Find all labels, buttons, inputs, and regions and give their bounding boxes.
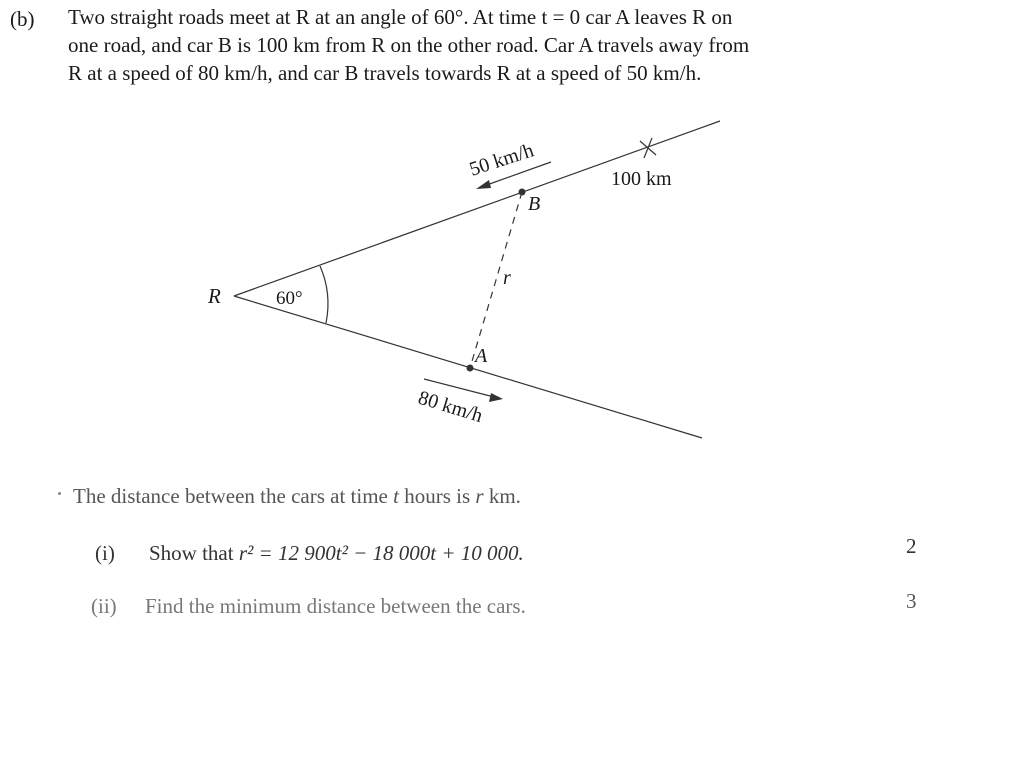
label-speed-b: 50 km/h xyxy=(466,139,537,181)
distance-line-r xyxy=(470,192,522,368)
label-speed-a: 80 km/h xyxy=(415,386,486,428)
car-b-dot xyxy=(519,189,526,196)
label-angle: 60° xyxy=(276,288,303,309)
label-r-point: R xyxy=(208,284,221,308)
label-b: B xyxy=(528,193,541,215)
intro-line-1: Two straight roads meet at R at an angle of 60°. At time t = 0 car A leaves R on xyxy=(68,5,733,29)
car-a-dot xyxy=(467,365,474,372)
label-distance-b: 100 km xyxy=(611,168,672,190)
question-part-ii xyxy=(91,594,526,619)
intro-line-3: R at a speed of 80 km/h, and car B travels towards R at a speed of 50 km/h. xyxy=(68,61,702,85)
stem-text-a: The distance between the cars at time xyxy=(73,484,394,508)
question-stem xyxy=(73,484,521,509)
stray-dot xyxy=(58,492,61,495)
marks-part-i: 2 xyxy=(906,534,917,558)
stem-var-r: r xyxy=(475,484,484,508)
stem-var-t: t xyxy=(393,484,399,508)
part-i-number: (i) xyxy=(95,541,115,565)
marks-part-ii: 3 xyxy=(906,589,917,613)
part-i-formula: r² = 12 900t² − 18 000t + 10 000. xyxy=(238,541,524,565)
question-part-i xyxy=(95,541,524,566)
part-label: (b) xyxy=(10,7,35,31)
arrow-b-head-icon xyxy=(476,180,491,189)
stem-text-c: km. xyxy=(483,484,521,508)
stem-text-b: hours is xyxy=(398,484,476,508)
part-ii-number: (ii) xyxy=(91,594,117,618)
arrow-a-head-icon xyxy=(489,393,503,402)
intro-line-2: one road, and car B is 100 km from R on the other road. Car A travels away from xyxy=(68,33,750,57)
part-ii-text: Find the minimum distance between the cars. xyxy=(145,594,526,618)
angle-arc xyxy=(320,266,328,323)
label-r-distance: r xyxy=(503,267,511,289)
part-i-text: Show that xyxy=(149,541,239,565)
label-a: A xyxy=(475,345,488,367)
cross-mark-icon xyxy=(640,138,656,158)
